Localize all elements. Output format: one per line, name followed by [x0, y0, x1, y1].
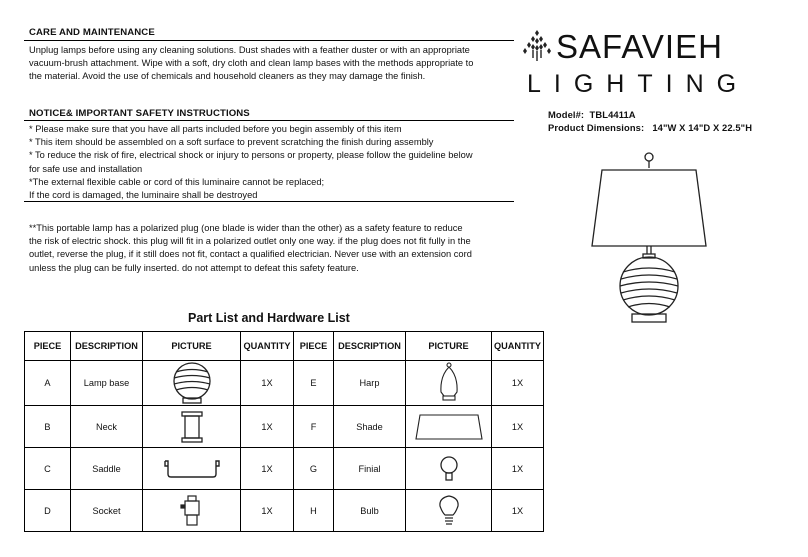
picture-cell — [406, 406, 492, 448]
safety-heading: NOTICE& IMPORTANT SAFETY INSTRUCTIONS — [29, 108, 250, 119]
plug-text — [29, 222, 519, 275]
description-cell: Shade — [334, 406, 406, 448]
piece-cell: D — [25, 490, 71, 532]
divider — [24, 201, 514, 202]
plug-line: unless the plug can be fully inserted. do not attempt to defeat this safety feature. — [29, 262, 359, 273]
column-header: QUANTITY — [492, 332, 544, 361]
picture-cell — [406, 490, 492, 532]
description-cell: Finial — [334, 448, 406, 490]
brand-sub: LIGHTING — [527, 70, 750, 98]
divider — [24, 120, 514, 121]
lamp-drawing-icon — [588, 152, 708, 332]
piece-cell: F — [294, 406, 334, 448]
column-header: PIECE — [25, 332, 71, 361]
quantity-cell: 1X — [241, 361, 294, 406]
lamp-illustration — [588, 152, 708, 337]
quantity-cell: 1X — [492, 406, 544, 448]
brand-name: SAFAVIEH — [556, 28, 723, 65]
model-line — [548, 109, 636, 120]
table-header-row — [25, 332, 544, 361]
safety-text — [29, 123, 519, 202]
neck-icon — [177, 410, 207, 444]
safety-line: If the cord is damaged, the luminaire shall be destroyed — [29, 190, 258, 201]
bulb-icon — [437, 494, 461, 528]
plug-line: **This portable lamp has a polarized plug (one blade is wider than the other) as a safety feature to reduce — [29, 223, 463, 233]
table-row — [25, 361, 544, 406]
finial-icon — [437, 455, 461, 483]
parts-title: Part List and Hardware List — [188, 311, 350, 325]
care-text — [29, 44, 519, 84]
model-label: Model#: — [548, 109, 585, 120]
plug-line: the risk of electric shock. this plug will fit in a polarized outlet only one way. if the plug does not fit fully in the — [29, 236, 471, 247]
safety-line: *The external flexible cable or cord of this luminaire cannot be replaced; — [29, 176, 325, 187]
safety-line: * Please make sure that you have all parts included before you begin assembly of this item — [29, 124, 402, 134]
lamp-base-icon — [162, 361, 222, 405]
description-cell: Lamp base — [71, 361, 143, 406]
plug-line: outlet, reverse the plug, if it still does not fit, contact a qualified electrician. Never use with an extension cord — [29, 249, 472, 260]
piece-cell: G — [294, 448, 334, 490]
saddle-icon — [162, 458, 222, 480]
quantity-cell: 1X — [241, 490, 294, 532]
column-header: PICTURE — [406, 332, 492, 361]
table-row — [25, 406, 544, 448]
description-cell: Socket — [71, 490, 143, 532]
care-line: vacuum-brush attachment. Wipe with a soft, dry cloth and clean lamp bases with the methods appropriate to — [29, 58, 474, 69]
piece-cell: A — [25, 361, 71, 406]
description-cell: Saddle — [71, 448, 143, 490]
column-header: DESCRIPTION — [71, 332, 143, 361]
description-cell: Neck — [71, 406, 143, 448]
description-cell: Harp — [334, 361, 406, 406]
quantity-cell: 1X — [492, 361, 544, 406]
care-line: Unplug lamps before using any cleaning solutions. Dust shades with a feather duster or with an appropriate — [29, 45, 470, 55]
picture-cell — [406, 448, 492, 490]
brand-logo — [522, 28, 552, 67]
parts-table — [24, 331, 544, 532]
table-row — [25, 448, 544, 490]
quantity-cell: 1X — [492, 490, 544, 532]
description-cell: Bulb — [334, 490, 406, 532]
dims-value: 14"W X 14"D X 22.5"H — [652, 122, 753, 133]
table-row — [25, 490, 544, 532]
picture-cell — [143, 406, 241, 448]
safety-line: for safe use and installation — [29, 163, 143, 174]
divider — [24, 40, 514, 41]
shade-icon — [414, 412, 484, 442]
picture-cell — [406, 361, 492, 406]
dims-line — [548, 122, 752, 133]
piece-cell: B — [25, 406, 71, 448]
quantity-cell: 1X — [492, 448, 544, 490]
safety-line: * This item should be assembled on a soft surface to prevent scratching the finish during assembly — [29, 137, 434, 148]
model-value: TBL4411A — [589, 109, 636, 120]
care-line: the material. Avoid the use of chemicals and household cleaners as they may damage the finish. — [29, 71, 426, 82]
chandelier-icon — [522, 28, 552, 62]
column-header: DESCRIPTION — [334, 332, 406, 361]
picture-cell — [143, 448, 241, 490]
picture-cell — [143, 490, 241, 532]
dims-label: Product Dimensions: — [548, 122, 645, 133]
column-header: PIECE — [294, 332, 334, 361]
care-heading: CARE AND MAINTENANCE — [29, 27, 155, 38]
piece-cell: E — [294, 361, 334, 406]
picture-cell — [143, 361, 241, 406]
socket-icon — [180, 494, 204, 528]
quantity-cell: 1X — [241, 406, 294, 448]
column-header: PICTURE — [143, 332, 241, 361]
harp-icon — [434, 362, 464, 404]
column-header: QUANTITY — [241, 332, 294, 361]
quantity-cell: 1X — [241, 448, 294, 490]
safety-line: * To reduce the risk of fire, electrical shock or injury to persons or property, please follow the guideline below — [29, 150, 473, 161]
piece-cell: C — [25, 448, 71, 490]
piece-cell: H — [294, 490, 334, 532]
